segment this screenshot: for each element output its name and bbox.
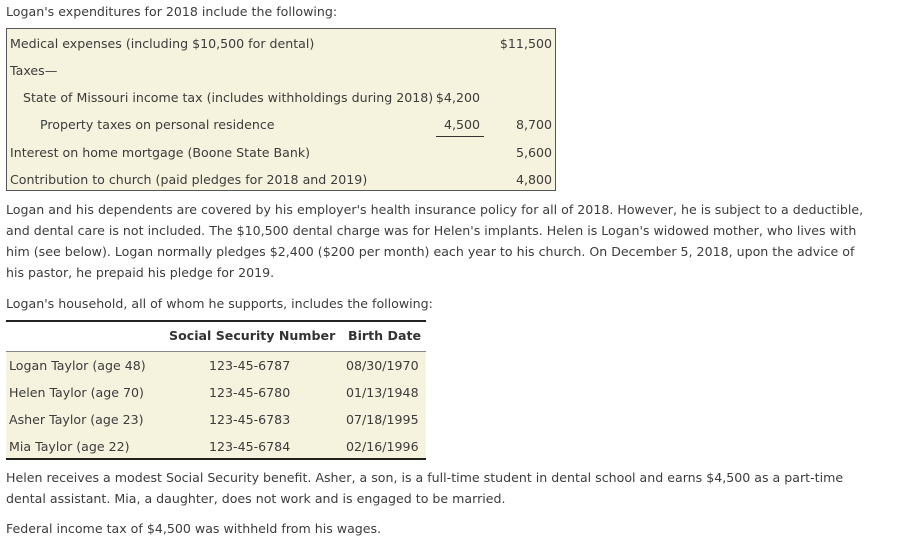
member-birth-date: 08/30/1970 bbox=[346, 358, 419, 373]
household-details-paragraph: Helen receives a modest Social Security benefit. Asher, a son, is a full-time student in dental school and earns $4,500 as a part-time dental assistant. Mia, a daughter, does not work and is engaged to be married. bbox=[6, 470, 844, 506]
property-tax-amount: 4,500 bbox=[443, 117, 480, 132]
household-table bbox=[6, 320, 426, 460]
church-label: Contribution to church (paid pledges for 2018 and 2019) bbox=[10, 172, 368, 187]
medical-label: Medical expenses (including $10,500 for dental) bbox=[10, 36, 315, 51]
member-name: Asher Taylor (age 23) bbox=[9, 412, 144, 427]
household-table-header bbox=[6, 322, 426, 352]
ssn-header: Social Security Number bbox=[169, 328, 336, 343]
coverage-paragraph: Logan and his dependents are covered by his employer's health insurance policy for all of 2018. However, he is subject to a deductible, and dental care is not included. The $10,500 dental charge was for Helen's implants. Helen is Logan's widowed mother, who lives with him (see below). Logan normally pledges $2,400 ($200 per month) each year to his church. On December 5, 2018, upon the advice of his pastor, he prepaid his pledge for 2019. bbox=[6, 202, 864, 280]
member-ssn: 123-45-6780 bbox=[209, 385, 291, 400]
household-intro: Logan's household, all of whom he supports, includes the following: bbox=[6, 296, 433, 311]
medical-total: $11,500 bbox=[499, 36, 552, 51]
taxes-heading: Taxes— bbox=[10, 63, 58, 78]
property-tax-label: Property taxes on personal residence bbox=[40, 117, 275, 132]
expenditures-table bbox=[6, 28, 556, 191]
taxes-total: 8,700 bbox=[515, 117, 552, 132]
subtotal-underline bbox=[436, 136, 484, 137]
state-tax-amount: $4,200 bbox=[435, 90, 480, 105]
state-tax-label: State of Missouri income tax (includes withholdings during 2018) bbox=[23, 90, 434, 105]
church-total: 4,800 bbox=[515, 172, 552, 187]
member-birth-date: 07/18/1995 bbox=[346, 412, 419, 427]
birth-date-header: Birth Date bbox=[348, 328, 422, 343]
member-name: Mia Taylor (age 22) bbox=[9, 439, 130, 454]
member-birth-date: 01/13/1948 bbox=[346, 385, 419, 400]
member-name: Logan Taylor (age 48) bbox=[9, 358, 146, 373]
member-birth-date: 02/16/1996 bbox=[346, 439, 419, 454]
member-name: Helen Taylor (age 70) bbox=[9, 385, 144, 400]
interest-total: 5,600 bbox=[515, 145, 552, 160]
federal-tax-text: Federal income tax of $4,500 was withheld from his wages. bbox=[6, 521, 382, 536]
member-ssn: 123-45-6783 bbox=[209, 412, 291, 427]
interest-label: Interest on home mortgage (Boone State Bank) bbox=[10, 145, 311, 160]
member-ssn: 123-45-6787 bbox=[209, 358, 291, 373]
intro-text: Logan's expenditures for 2018 include the following: bbox=[6, 4, 338, 19]
member-ssn: 123-45-6784 bbox=[209, 439, 291, 454]
